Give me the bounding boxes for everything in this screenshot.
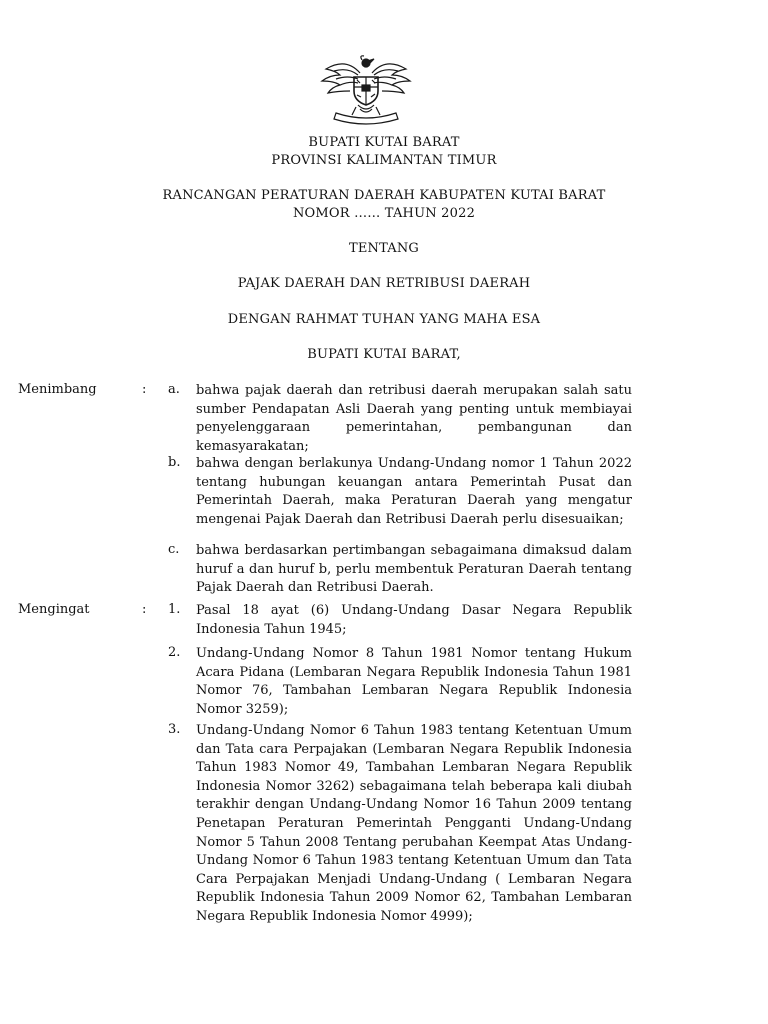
regent-heading: BUPATI KUTAI BARAT <box>308 135 460 150</box>
menimbang-colon: : <box>142 382 147 397</box>
mengingat-colon: : <box>142 602 147 617</box>
item-marker: a. <box>168 382 180 397</box>
garuda-emblem-icon <box>318 55 414 125</box>
blessing-line: DENGAN RAHMAT TUHAN YANG MAHA ESA <box>227 312 541 327</box>
item-text: bahwa pajak daerah dan retribusi daerah merupakan salah satu sumber Pendapatan Asli Daerah yang penting untuk membiayai penyelenggaraan pemerintahan, pembangunan dan kemasyarakatan; <box>196 383 632 454</box>
item-text: bahwa berdasarkan pertimbangan sebagaimana dimaksud dalam huruf a dan huruf b, perlu membentuk Peraturan Daerah tentang Pajak Daerah dan Retribusi Daerah. <box>196 543 632 596</box>
item-marker: 3. <box>168 722 181 737</box>
mengingat-label: Mengingat <box>18 602 90 617</box>
item-marker: b. <box>168 455 181 470</box>
province-heading: PROVINSI KALIMANTAN TIMUR <box>271 153 497 168</box>
item-marker: 1. <box>168 602 181 617</box>
regulation-subject: PAJAK DAERAH DAN RETRIBUSI DAERAH <box>237 276 531 291</box>
item-text: Undang-Undang Nomor 6 Tahun 1983 tentang Ketentuan Umum dan Tata cara Perpajakan (Lembaran Negara Republik Indonesia Tahun 1983 Nomor 49, Tambahan Lembaran Negara Republik Indonesia Nomor 3262) sebagaimana telah beberapa kali diubah terakhir dengan Undang-Undang Nomor 16 Tahun 2009 tentang Penetapan Peraturan Pemerintah Pengganti Undang-Undang Nomor 5 Tahun 2008 Tentang perubahan Keempat Atas Undang-Undang Nomor 6 Tahun 1983 tentang Ketentuan Umum dan Tata Cara Perpajakan Menjadi Undang-Undang ( Lembaran Negara Republik Indonesia Tahun 2009 Nomor 62, Tambahan Lembaran Negara Republik Indonesia Nomor 4999); <box>196 723 632 924</box>
item-marker: c. <box>168 542 180 557</box>
authority-line: BUPATI KUTAI BARAT, <box>307 347 461 362</box>
menimbang-label: Menimbang <box>18 382 97 397</box>
item-text: Pasal 18 ayat (6) Undang-Undang Dasar Negara Republik Indonesia Tahun 1945; <box>196 603 632 637</box>
item-marker: 2. <box>168 645 181 660</box>
regulation-number: NOMOR …… TAHUN 2022 <box>292 206 476 221</box>
draft-regulation-title: RANCANGAN PERATURAN DAERAH KABUPATEN KUTAI BARAT <box>162 188 606 203</box>
item-text: Undang-Undang Nomor 8 Tahun 1981 Nomor tentang Hukum Acara Pidana (Lembaran Negara Republik Indonesia Tahun 1981 Nomor 76, Tambahan Lembaran Negara Republik Indonesia Nomor 3259); <box>196 646 632 717</box>
item-text: bahwa dengan berlakunya Undang-Undang nomor 1 Tahun 2022 tentang hubungan keuangan antara Pemerintah Pusat dan Pemerintah Daerah, maka Peraturan Daerah yang mengatur mengenai Pajak Daerah dan Retribusi Daerah perlu disesuaikan; <box>196 456 632 527</box>
about-heading: TENTANG <box>348 241 420 256</box>
